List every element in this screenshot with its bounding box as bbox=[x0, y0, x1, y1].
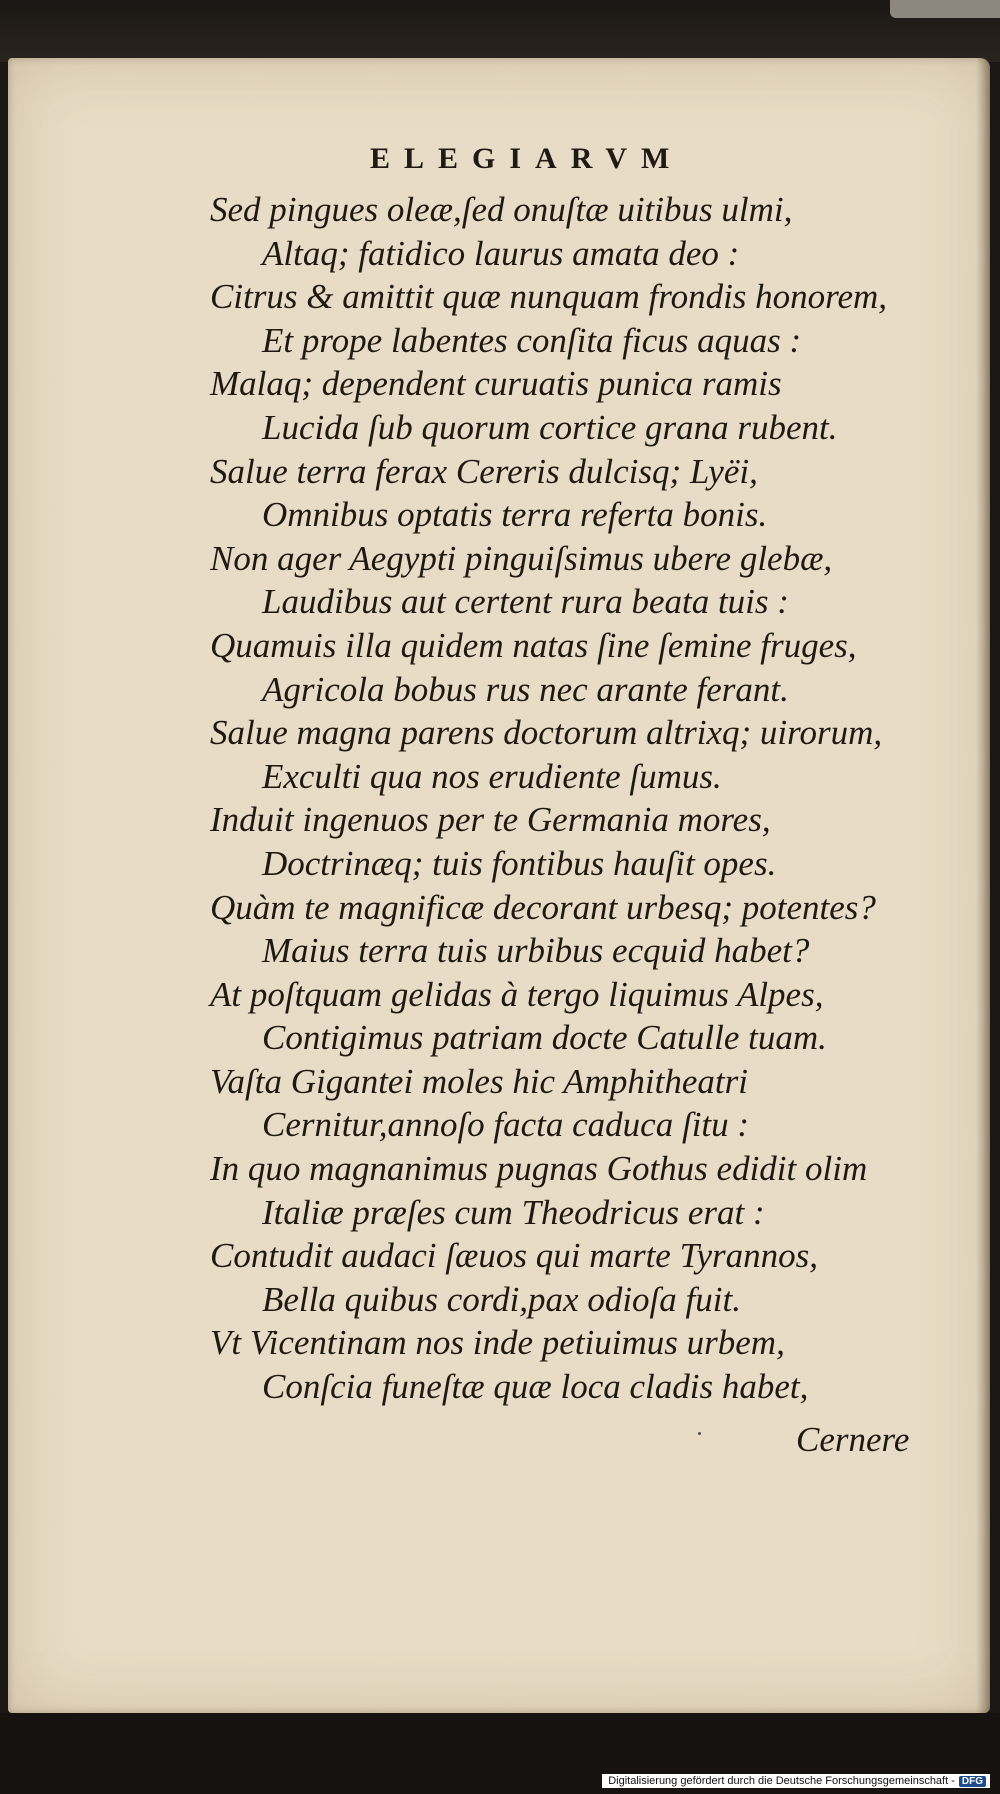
verse-line: Induit ingenuos per te Germania mores, bbox=[210, 800, 771, 840]
verse-line: Conſcia funeſtæ quæ loca cladis habet, bbox=[262, 1367, 809, 1407]
verse-line: Agricola bobus rus nec arante ferant. bbox=[262, 669, 789, 709]
verse-line: Exculti qua nos erudiente ſumus. bbox=[262, 756, 722, 796]
verse-line: Salue terra ferax Cereris dulcisq; Lyëi, bbox=[210, 451, 758, 491]
verse-line: At poſtquam gelidas à tergo liquimus Alpes, bbox=[210, 974, 824, 1014]
scan-background-bottom bbox=[0, 1713, 1000, 1794]
verse-line: Vt Vicentinam nos inde petiuimus urbem, bbox=[210, 1323, 785, 1363]
verse-line: Cernitur,annoſo facta caduca ſitu : bbox=[262, 1105, 750, 1145]
verse-line: Et prope labentes conſita ficus aquas : bbox=[262, 320, 802, 360]
verse-line: Quàm te magnificæ decorant urbesq; potentes? bbox=[210, 887, 876, 927]
catchword: Cernere bbox=[796, 1420, 910, 1459]
verse-line: Citrus & amittit quæ nunquam frondis honorem, bbox=[210, 277, 888, 317]
verse-line: Non ager Aegypti pinguiſsimus ubere glebæ, bbox=[210, 538, 833, 578]
verse-line: Bella quibus cordi,pax odioſa fuit. bbox=[262, 1279, 741, 1319]
credit-text: Digitalisierung gefördert durch die Deutsche Forschungsgemeinschaft - bbox=[608, 1775, 955, 1787]
verse-line: In quo magnanimus pugnas Gothus edidit olim bbox=[210, 1149, 868, 1189]
verse-line: Salue magna parens doctorum altrixq; uirorum, bbox=[210, 713, 883, 753]
page-edge-stack bbox=[890, 0, 1000, 18]
ink-speck bbox=[698, 1432, 701, 1435]
verse-line: Quamuis illa quidem natas ſine ſemine fruges, bbox=[210, 625, 857, 665]
verse-line: Omnibus optatis terra referta bonis. bbox=[262, 495, 768, 535]
verse-line: Maius terra tuis urbibus ecquid habet? bbox=[262, 931, 810, 971]
digitization-credit bbox=[602, 1774, 990, 1788]
dfg-logo: DFG bbox=[959, 1776, 986, 1787]
verse-line: Contudit audaci ſæuos qui marte Tyrannos, bbox=[210, 1236, 818, 1276]
verse-line: Doctrinæq; tuis fontibus hauſit opes. bbox=[262, 843, 777, 883]
verse-line: Italiæ præſes cum Theodricus erat : bbox=[262, 1192, 765, 1232]
verse-list bbox=[210, 188, 920, 1409]
page-gutter-shadow bbox=[976, 58, 990, 1713]
verse-line: Sed pingues oleæ,ſed onuſtæ uitibus ulmi, bbox=[210, 190, 793, 229]
verse-line: Contigimus patriam docte Catulle tuam. bbox=[262, 1018, 827, 1058]
scan-background-top bbox=[0, 0, 1000, 62]
verse-line: Vaſta Gigantei moles hic Amphitheatri bbox=[210, 1061, 748, 1101]
verse-line: Laudibus aut certent rura beata tuis : bbox=[262, 582, 789, 622]
running-head: ELEGIARVM bbox=[370, 142, 684, 175]
verse-line: Altaq; fatidico laurus amata deo : bbox=[262, 233, 740, 273]
verse-line: Malaq; dependent curuatis punica ramis bbox=[210, 364, 782, 404]
verse-line: Lucida ſub quorum cortice grana rubent. bbox=[262, 407, 838, 447]
